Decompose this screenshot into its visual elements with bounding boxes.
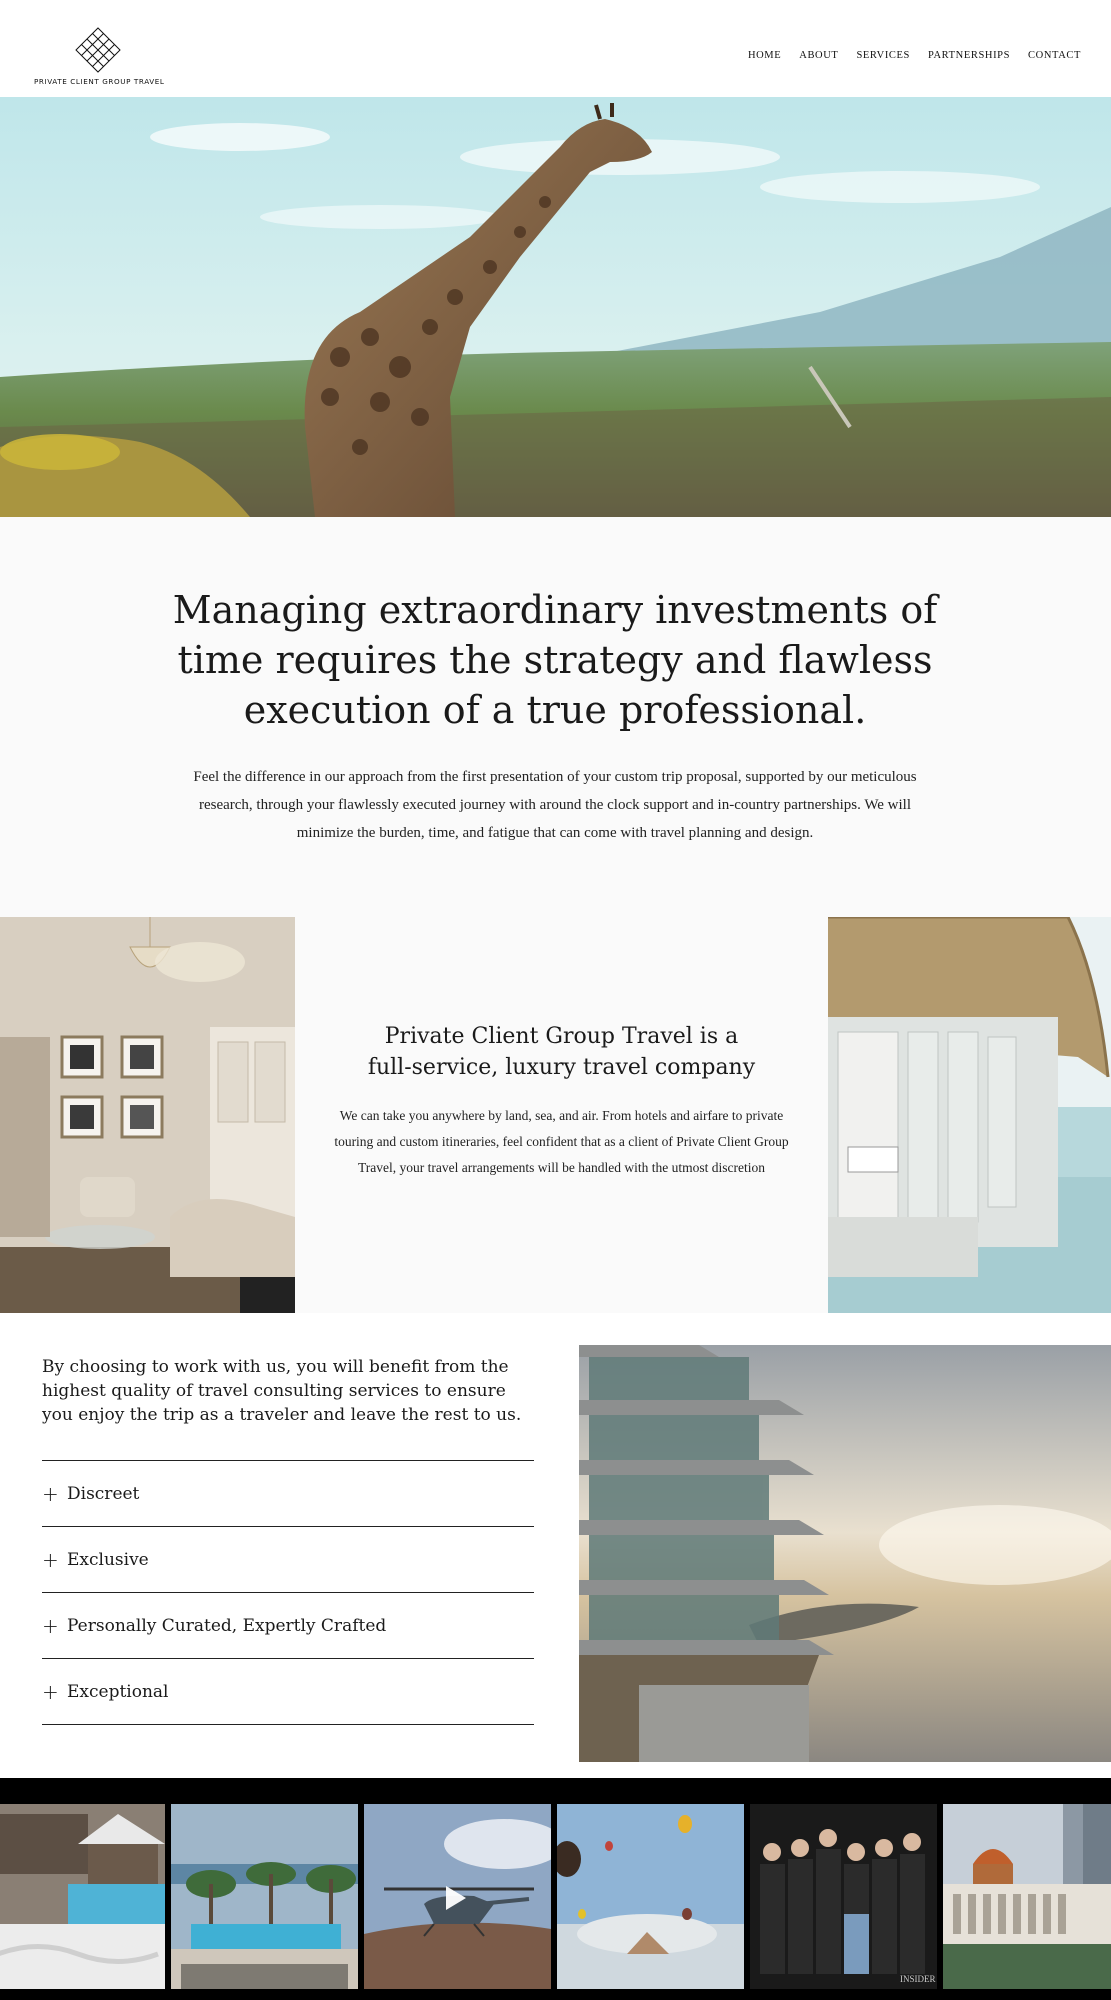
accordion-item-discreet[interactable] [42,1461,534,1527]
benefits-accordion [42,1460,534,1725]
gallery-thumb-city-hotel[interactable] [943,1804,1111,1989]
nav-contact[interactable]: CONTACT [1028,50,1081,61]
plus-icon: + [42,1547,59,1572]
gallery-watermark: INSIDER [900,1974,936,1984]
plus-icon: + [42,1679,59,1704]
plus-icon: + [42,1613,59,1638]
company-text-block [295,917,828,1313]
main-nav [748,50,1081,61]
instagram-gallery [0,1778,1111,2000]
diamond-lattice-logo-icon [74,26,122,74]
gallery-thumb-team-photo[interactable] [750,1804,937,1989]
accordion-label: Personally Curated, Expertly Crafted [67,1615,387,1636]
accordion-item-exceptional[interactable] [42,1659,534,1725]
plus-icon: + [42,1481,59,1506]
nav-home[interactable]: HOME [747,50,782,61]
company-heading-line2: full-service, luxury travel company [367,1055,756,1080]
site-header [0,0,1111,97]
company-body: We can take you anywhere by land, sea, and air. From hotels and airfare to private touring and custom itineraries, feel confident that as a client of Private Client Group Travel, your travel arrangements will be handled with the utmost discretion [334,1108,789,1175]
overwater-villa-image [828,917,1111,1313]
accordion-item-exclusive[interactable] [42,1527,534,1593]
gallery-thumb-helicopter[interactable] [364,1804,551,1989]
nav-about[interactable]: ABOUT [799,50,839,61]
gallery-thumb-balloons[interactable] [557,1804,744,1989]
accordion-label: Exclusive [67,1549,149,1570]
intro-heading: Managing extraordinary investments of time requires the strategy and flawless execution of a true professional. [172,588,938,732]
nav-services[interactable]: SERVICES [856,50,910,61]
gallery-thumb-snowy-resort[interactable] [0,1804,165,1989]
brand-name: PRIVATE CLIENT GROUP TRAVEL [34,77,165,86]
hero-giraffe-image [0,97,1111,517]
benefits-section [0,1313,1111,1778]
company-heading-line1: Private Client Group Travel is a [384,1024,739,1049]
benefits-lead: By choosing to work with us, you will benefit from the highest quality of travel consulting services to ensure you enjoy the trip as a traveler and leave the rest to us. [42,1357,522,1425]
intro-section [0,517,1111,917]
company-band [0,917,1111,1313]
accordion-label: Exceptional [67,1681,169,1702]
accordion-item-curated[interactable] [42,1593,534,1659]
living-room-image [0,917,295,1313]
brand-logo[interactable] [34,26,165,88]
gallery-thumb-palm-pool[interactable] [171,1804,358,1989]
accordion-label: Discreet [67,1483,140,1504]
cliffside-hotel-image [579,1345,1111,1762]
intro-body: Feel the difference in our approach from the first presentation of your custom trip proposal, supported by our meticulous research, through your flawlessly executed journey with around the clock support and in-country partnerships. We will minimize the burden, time, and fatigue that can come with travel planning and design. [193,769,917,841]
company-heading [315,1021,808,1083]
nav-partnerships[interactable]: PARTNERSHIPS [928,50,1011,61]
